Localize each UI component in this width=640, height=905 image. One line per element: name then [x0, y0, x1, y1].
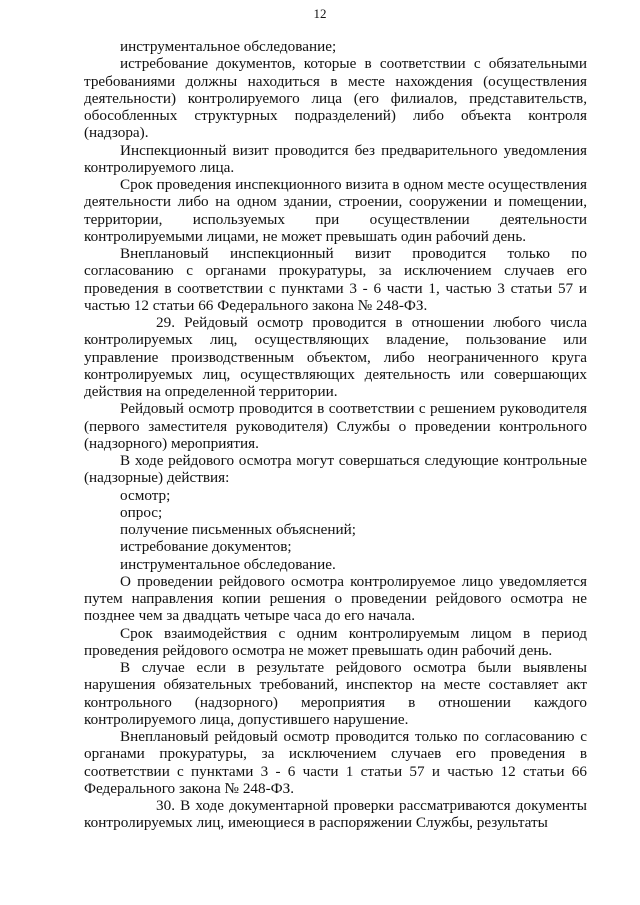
document-body	[84, 38, 587, 832]
list-item: осмотр;	[120, 486, 171, 504]
paragraph: Внеплановый инспекционный визит проводится только по согласованию с органами прокуратуры, за исключением случаев его проведения в соответствии с пунктами 3 - 6 части 1, частью 3 статьи 57 и частью 12 статьи 66 Федерального закона № 248-ФЗ.	[84, 245, 587, 314]
paragraph: О проведении рейдового осмотра контролируемое лицо уведомляется путем направления копии решения о проведении рейдового осмотра не позднее чем за двадцать четыре часа до его начала.	[84, 572, 587, 625]
paragraph: Инспекционный визит проводится без предварительного уведомления контролируемого лица.	[84, 141, 587, 176]
list-item: опрос;	[120, 503, 163, 521]
paragraph-text: Рейдовый осмотр проводится в отношении любого числа контролируемых лиц, осуществляющих владение, пользование или управление производственным объектом, либо неограниченного круга контролируемых лиц, осуществляющих деятельность или совершающих действия на определенной территории.	[84, 314, 587, 400]
paragraph: В случае если в результате рейдового осмотра были выявлены нарушения обязательных требований, инспектор на месте составляет акт контрольного (надзорного) мероприятия в отношении каждого контролируемого лица, допустившего нарушение.	[84, 659, 587, 728]
item-number: 29.	[156, 314, 175, 331]
item-number: 30.	[156, 797, 175, 814]
paragraph: Внеплановый рейдовый осмотр проводится только по согласованию с органами прокуратуры, за исключением случаев его проведения в соответствии с пунктами 3 - 6 части 1 статьи 57 и частью 12 статьи 66 Федерального закона № 248-ФЗ.	[84, 728, 587, 797]
paragraph: инструментальное обследование;	[120, 38, 337, 55]
list-item: истребование документов;	[120, 538, 292, 556]
paragraph: Срок проведения инспекционного визита в одном месте осуществления деятельности либо на одном здании, строении, сооружении и помещении, территории, используемых при осуществлении деятельности контролируемыми лицами, не может превышать один рабочий день.	[84, 176, 587, 245]
list-item: инструментальное обследование.	[120, 555, 336, 573]
numbered-paragraph	[84, 797, 587, 832]
paragraph: Рейдовый осмотр проводится в соответствии с решением руководителя (первого заместителя руководителя) Службы о проведении контрольного (надзорного) мероприятия.	[84, 400, 587, 452]
list-item: получение письменных объяснений;	[120, 521, 356, 538]
paragraph: В ходе рейдового осмотра могут совершаться следующие контрольные (надзорные) действия:	[84, 452, 587, 487]
paragraph: Срок взаимодействия с одним контролируемым лицом в период проведения рейдового осмотра не может превышать один рабочий день.	[84, 624, 587, 659]
paragraph: истребование документов, которые в соответствии с обязательными требованиями должны находиться в месте нахождения (осуществления деятельности) контролируемого лица (его филиалов, представительств, обособленных структурных подразделений) либо объекта контроля (надзора).	[84, 55, 587, 142]
page-number: 12	[313, 6, 327, 21]
paragraph-text: В ходе документарной проверки рассматриваются документы контролируемых лиц, имеющиеся в распоряжении Службы, результаты	[84, 797, 587, 832]
numbered-paragraph	[84, 314, 587, 400]
